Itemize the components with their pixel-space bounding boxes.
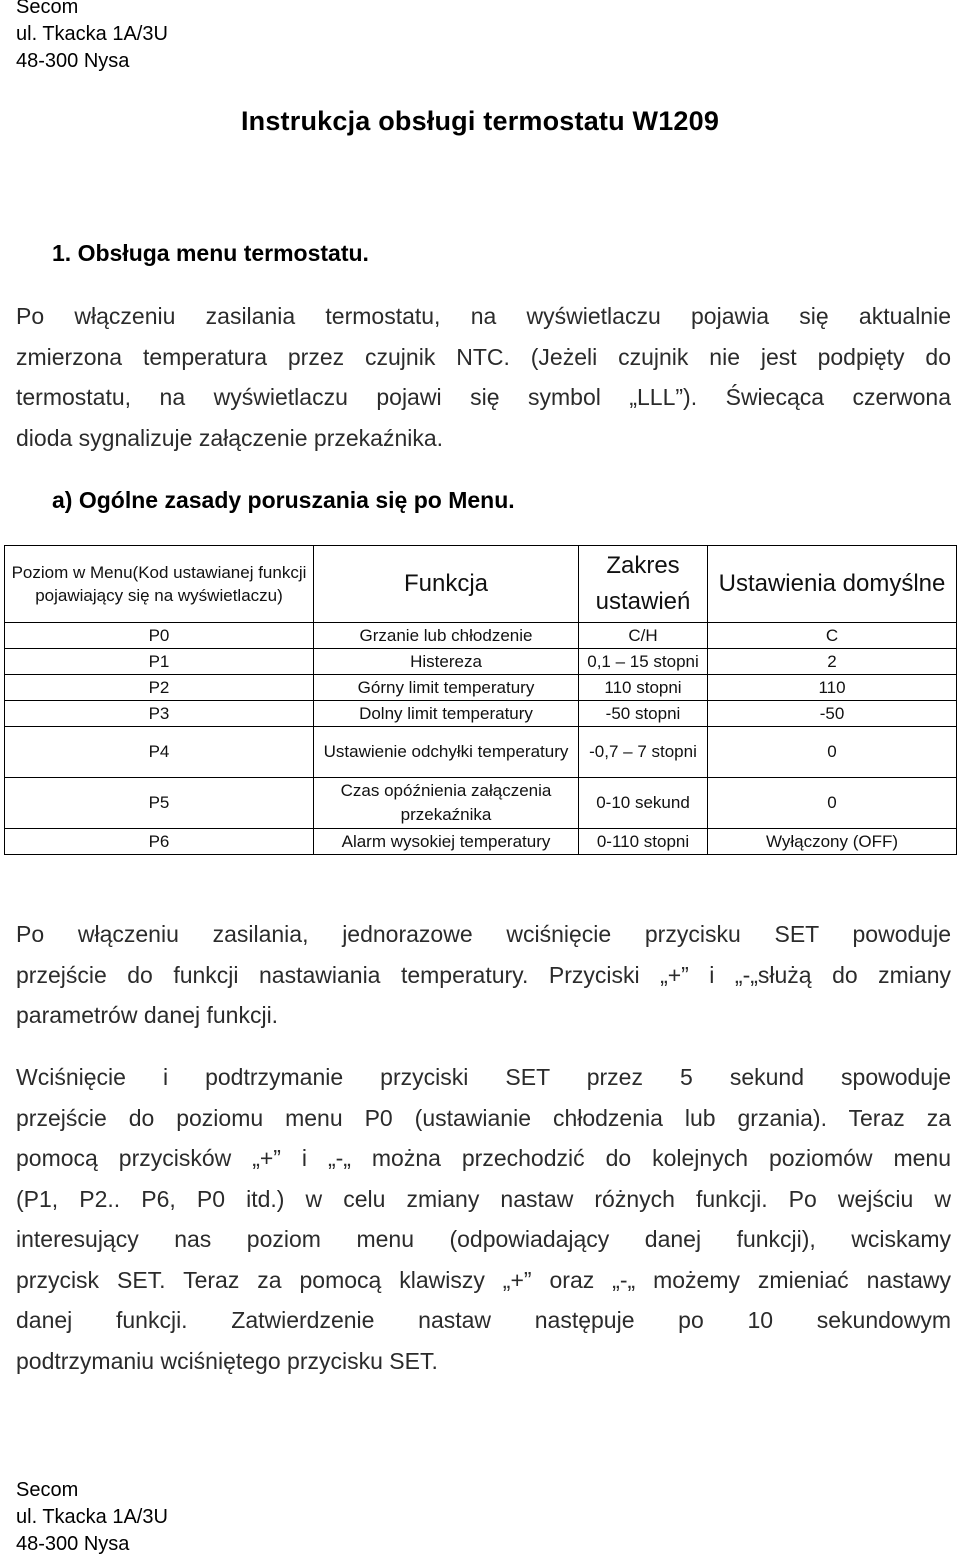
cell-range: -50 stopni [579, 701, 708, 727]
cell-code: P2 [5, 675, 314, 701]
street-address: ul. Tkacka 1A/3U [16, 1506, 168, 1528]
street-address: ul. Tkacka 1A/3U [16, 23, 168, 45]
table-header-row [5, 546, 957, 623]
city-postcode: 48-300 Nysa [16, 50, 130, 72]
paragraph-line: dioda sygnalizuje załączenie przekaźnika. [16, 424, 444, 451]
cell-function: Górny limit temperatury [314, 675, 579, 701]
paragraph-line: Po włączeniu zasilania termostatu, na wyświetlaczu pojawia się aktualnie [16, 303, 951, 329]
paragraph-line: Po włączeniu zasilania, jednorazowe wciśnięcie przycisku SET powoduje [16, 921, 951, 947]
header-range: Zakres ustawień [579, 546, 708, 623]
paragraph-line: parametrów danej funkcji. [16, 1002, 279, 1028]
cell-code: P3 [5, 701, 314, 727]
table-row [5, 829, 957, 855]
parameters-table [4, 545, 957, 855]
cell-function: Histereza [314, 649, 579, 675]
cell-range: 0-110 stopni [579, 829, 708, 855]
cell-code: P5 [5, 778, 314, 829]
paragraph-line: Wciśnięcie i podtrzymanie przyciski SET przez 5 sekund spowoduje [16, 1064, 951, 1090]
cell-default: 0 [708, 727, 957, 778]
address-header [16, 0, 168, 75]
address-footer [16, 1477, 168, 1558]
cell-function: Czas opóźnienia załączenia przekaźnika [314, 778, 579, 829]
menu-navigation-paragraph [16, 1057, 951, 1381]
cell-range: C/H [579, 623, 708, 649]
table-row [5, 701, 957, 727]
paragraph-line: interesujący nas poziom menu (odpowiadający danej funkcji), wciskamy [16, 1226, 951, 1252]
section-heading-menu: 1. Obsługa menu termostatu. [52, 240, 369, 266]
intro-paragraph [16, 296, 951, 458]
header-default: Ustawienia domyślne [708, 546, 957, 623]
set-button-paragraph [16, 914, 951, 1036]
paragraph-line: danej funkcji. Zatwierdzenie nastaw następuje po 10 sekundowym [16, 1307, 951, 1333]
paragraph-line: przycisk SET. Teraz za pomocą klawiszy „+” oraz „-„ możemy zmieniać nastawy [16, 1266, 951, 1293]
cell-default: Wyłączony (OFF) [708, 829, 957, 855]
cell-function: Dolny limit temperatury [314, 701, 579, 727]
table-row [5, 623, 957, 649]
header-menu-level: Poziom w Menu(Kod ustawianej funkcji pojawiający się na wyświetlaczu) [5, 546, 314, 623]
city-postcode: 48-300 Nysa [16, 1533, 130, 1555]
paragraph-line: pomocą przycisków „+” i „-„ można przechodzić do kolejnych poziomów menu [16, 1145, 951, 1171]
cell-default: -50 [708, 701, 957, 727]
company-name: Secom [16, 1479, 79, 1501]
paragraph-line: (P1, P2.. P6, P0 itd.) w celu zmiany nastaw różnych funkcji. Po wejściu w [16, 1185, 951, 1212]
paragraph-line: zmierzona temperatura przez czujnik NTC. (Jeżeli czujnik nie jest podpięty do [16, 343, 951, 370]
cell-function: Alarm wysokiej temperatury [314, 829, 579, 855]
cell-range: 0,1 – 15 stopni [579, 649, 708, 675]
cell-code: P0 [5, 623, 314, 649]
cell-code: P6 [5, 829, 314, 855]
table-row [5, 649, 957, 675]
paragraph-line: termostatu, na wyświetlaczu pojawi się symbol „LLL”). Świecąca czerwona [16, 384, 951, 410]
cell-default: C [708, 623, 957, 649]
cell-function: Ustawienie odchyłki temperatury [314, 727, 579, 778]
paragraph-line: przejście do funkcji nastawiania temperatury. Przyciski „+” i „-„służą do zmiany [16, 961, 951, 988]
cell-default: 2 [708, 649, 957, 675]
cell-range: -0,7 – 7 stopni [579, 727, 708, 778]
cell-range: 110 stopni [579, 675, 708, 701]
subsection-heading-navigation: a) Ogólne zasady poruszania się po Menu. [52, 487, 515, 513]
cell-default: 110 [708, 675, 957, 701]
table-row [5, 778, 957, 829]
cell-function: Grzanie lub chłodzenie [314, 623, 579, 649]
cell-code: P4 [5, 727, 314, 778]
company-name: Secom [16, 0, 79, 18]
cell-range: 0-10 sekund [579, 778, 708, 829]
cell-default: 0 [708, 778, 957, 829]
cell-code: P1 [5, 649, 314, 675]
document-title: Instrukcja obsługi termostatu W1209 [240, 106, 720, 136]
table-row [5, 727, 957, 778]
paragraph-line: przejście do poziomu menu P0 (ustawianie chłodzenia lub grzania). Teraz za [16, 1104, 951, 1131]
paragraph-line: podtrzymaniu wciśniętego przycisku SET. [16, 1347, 438, 1374]
table-row [5, 675, 957, 701]
header-function: Funkcja [314, 546, 579, 623]
